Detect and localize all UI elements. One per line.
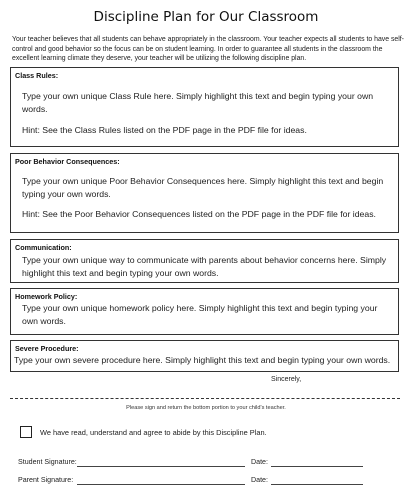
parent-date-label: Date: bbox=[251, 476, 268, 484]
parent-date-line[interactable] bbox=[271, 484, 363, 485]
communication-text[interactable]: Type your own unique way to communicate with parents about behavior concerns here. Simply highlight this text and begin typing your own words. bbox=[22, 255, 387, 278]
agreement-checkbox[interactable] bbox=[20, 426, 32, 438]
class-rules-hint[interactable]: Hint: See the Class Rules listed on the PDF page in the PDF file for ideas. bbox=[22, 125, 307, 135]
parent-signature-line[interactable] bbox=[77, 484, 245, 485]
return-note: Please sign and return the bottom portion to your child's teacher. bbox=[126, 405, 286, 411]
student-date-line[interactable] bbox=[271, 466, 363, 467]
student-signature-line[interactable] bbox=[77, 466, 245, 467]
homework-policy-box bbox=[10, 288, 399, 335]
communication-label: Communication: bbox=[15, 243, 72, 252]
sincerely-closing: Sincerely, bbox=[271, 376, 302, 383]
class-rules-label: Class Rules: bbox=[15, 71, 59, 80]
poor-behavior-text[interactable]: Type your own unique Poor Behavior Consequences here. Simply highlight this text and begin typing your own words. bbox=[22, 176, 384, 199]
student-date-label: Date: bbox=[251, 458, 268, 466]
cut-line bbox=[10, 398, 400, 399]
class-rules-box bbox=[10, 67, 399, 147]
intro-paragraph: Your teacher believes that all students can behave appropriately in the classroom. Your teacher expects all students to have self-control and good behavior so the focus can be on student learning. In order to guarantee all students in the classroom the excellent learning climate they deserve, your teacher will be utilizing the following discipline plan. bbox=[12, 36, 404, 63]
homework-policy-label: Homework Policy: bbox=[15, 292, 78, 301]
poor-behavior-box bbox=[10, 153, 399, 233]
homework-policy-text[interactable]: Type your own unique homework policy here. Simply highlight this text and begin typing your own words. bbox=[22, 303, 378, 326]
page-title: Discipline Plan for Our Classroom bbox=[93, 9, 319, 25]
severe-procedure-text[interactable]: Type your own severe procedure here. Simply highlight this text and begin typing your own words. bbox=[14, 355, 391, 365]
agreement-text: We have read, understand and agree to abide by this Discipline Plan. bbox=[40, 428, 267, 437]
severe-procedure-box bbox=[10, 340, 399, 372]
class-rules-text[interactable]: Type your own unique Class Rule here. Simply highlight this text and begin typing your own words. bbox=[22, 91, 374, 114]
severe-procedure-label: Severe Procedure: bbox=[15, 344, 79, 353]
poor-behavior-label: Poor Behavior Consequences: bbox=[15, 157, 120, 166]
parent-signature-label: Parent Signature: bbox=[18, 476, 74, 484]
poor-behavior-hint[interactable]: Hint: See the Poor Behavior Consequences listed on the PDF page in the PDF file for ideas. bbox=[22, 209, 376, 219]
student-signature-label: Student Signature: bbox=[18, 458, 77, 466]
communication-box bbox=[10, 239, 399, 283]
